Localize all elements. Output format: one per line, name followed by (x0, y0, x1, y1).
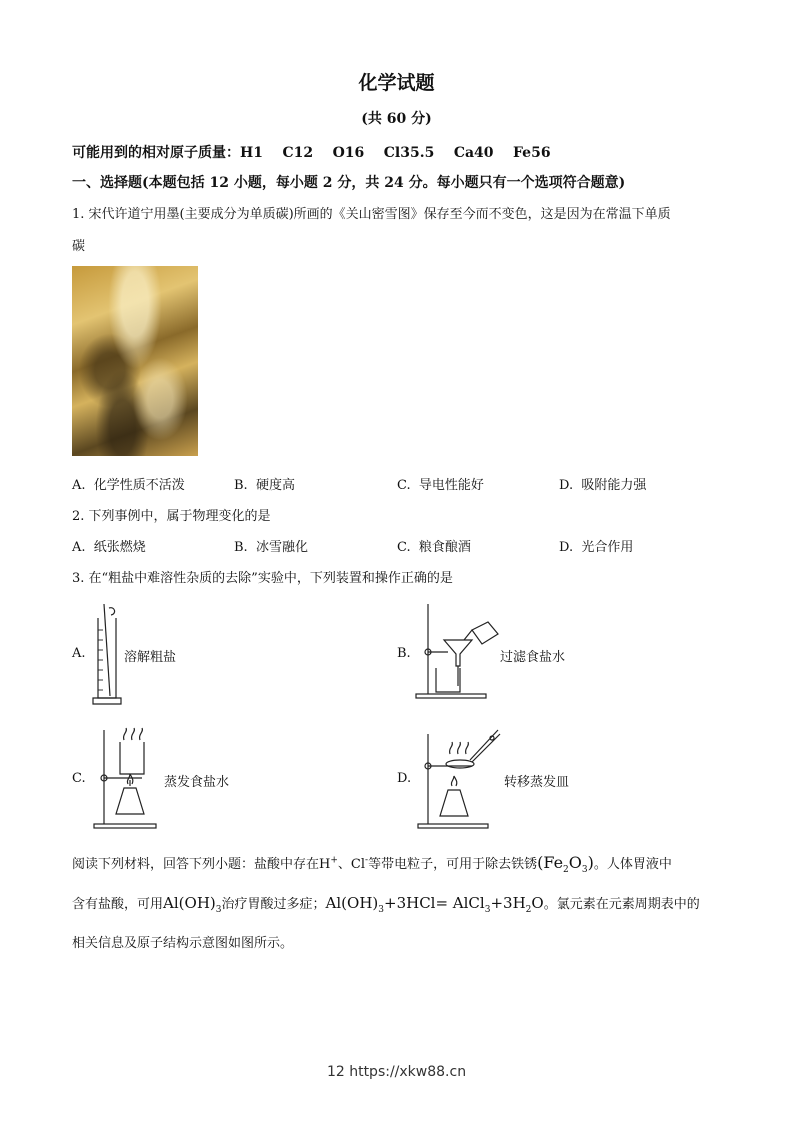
rust-sub-2: 2 (563, 865, 569, 876)
q2-stem: 2. 下列事例中，属于物理变化的是 (72, 509, 271, 524)
eq-water-o: O (531, 894, 544, 912)
q3-stem: 3. 在“粗盐中难溶性杂质的去除”实验中，下列装置和操作正确的是 (72, 571, 453, 586)
eq-middle: +3HCl= AlCl (384, 894, 485, 912)
chloride-ion-charge: - (365, 855, 369, 866)
chloride-ion (351, 857, 368, 872)
reading-line2-a: 含有盐酸，可用 (72, 897, 164, 912)
reading-line1-a: 阅读下列材料，回答下列小题：盐酸中存在 (72, 857, 320, 872)
q1-option-d[interactable]: D. 吸附能力强 (559, 478, 647, 493)
atomic-masses: 可能用到的相对原子质量：H1 C12 O16 Cl35.5 Ca40 Fe56 (72, 145, 551, 161)
page-subtitle: (共 60 分) (361, 111, 432, 127)
q1-option-c[interactable]: C. 导电性能好 (397, 478, 484, 493)
q2-option-d[interactable]: D. 光合作用 (559, 540, 634, 555)
q2-option-b[interactable]: B. 冰雪融化 (234, 540, 308, 555)
q3-option-a-letter[interactable]: A. (72, 646, 86, 661)
page-footer: 12 https://xkw88.cn (326, 1064, 467, 1080)
reading-line-3: 相关信息及原子结构示意图如图所示。 (72, 936, 294, 951)
rust-fe: Fe (543, 853, 564, 872)
q1-option-a[interactable]: A. 化学性质不活泼 (72, 478, 185, 493)
q3-option-c-letter[interactable]: C. (72, 771, 86, 786)
eq-oh-group: OH (347, 894, 373, 912)
reading-line2-c: 。氯元素在元素周期表中的 (543, 897, 700, 912)
q2-option-a[interactable]: A. 纸张燃烧 (72, 540, 146, 555)
hydrogen-ion (319, 857, 338, 872)
hydrogen-ion-symbol: H (319, 857, 331, 872)
q2-option-c[interactable]: C. 粮食酿酒 (397, 540, 471, 555)
ion-separator: 、 (337, 857, 351, 872)
rust-o: O (568, 853, 582, 872)
q3-option-a-caption: 溶解粗盐 (124, 650, 177, 665)
tongs-evaporating-dish-icon (414, 726, 504, 830)
reading-line-2 (72, 893, 700, 915)
section-heading: 一、选择题(本题包括 12 小题，每小题 2 分，共 24 分。每小题只有一个选项符合题意) (72, 175, 626, 191)
q3-option-d-letter[interactable]: D. (397, 771, 412, 786)
aluminium-hydroxide-formula: $Al(OH)_3$ (163, 894, 222, 915)
eq-water-sub-2: 2 (525, 905, 532, 915)
eq-al-symbol: Al (325, 894, 342, 912)
guanshan-snow-painting (72, 266, 198, 456)
oh-group: OH (184, 894, 210, 912)
q1-option-b[interactable]: B. 硬度高 (234, 478, 295, 493)
eq-aloh-sub-3: 3 (378, 905, 384, 915)
graduated-cylinder-icon (90, 600, 126, 708)
eq-water-h: +3H (490, 894, 526, 912)
neutralization-equation: $Al(OH)_3+3HCl=$ $AlCl_3+3H_2O$ (325, 894, 544, 915)
eq-alcl-sub-3: 3 (484, 905, 491, 915)
reading-line-1 (72, 853, 672, 875)
q3-option-b-caption: 过滤食盐水 (500, 650, 566, 665)
q3-option-b-letter[interactable]: B. (397, 646, 411, 661)
chloride-ion-symbol: Cl (350, 857, 366, 872)
rust-formula: $(Fe_2O_3)$ (537, 853, 594, 876)
al-symbol: Al (163, 894, 179, 912)
filtration-apparatus-icon (414, 600, 504, 700)
reading-line1-b: 等带电粒子，可用于除去铁锈 (368, 857, 538, 872)
q1-stem-line1: 1. 宋代许道宁用墨(主要成分为单质碳)所画的《关山密雪图》保存至今而不变色，这是因为在常温下单质 (72, 207, 671, 222)
q3-option-d-caption: 转移蒸发皿 (504, 775, 570, 790)
q1-stem-line2: 碳 (72, 239, 86, 254)
reading-line2-b: 治疗胃酸过多症； (221, 897, 326, 912)
reading-line1-c: 。人体胃液中 (593, 857, 672, 872)
aloh-sub-3: 3 (215, 905, 222, 915)
rust-sub-3: 3 (581, 865, 588, 876)
evaporation-beaker-icon (90, 726, 160, 830)
hydrogen-ion-charge: + (330, 855, 338, 866)
q3-option-c-caption: 蒸发食盐水 (164, 775, 230, 790)
page-title: 化学试题 (358, 72, 435, 94)
